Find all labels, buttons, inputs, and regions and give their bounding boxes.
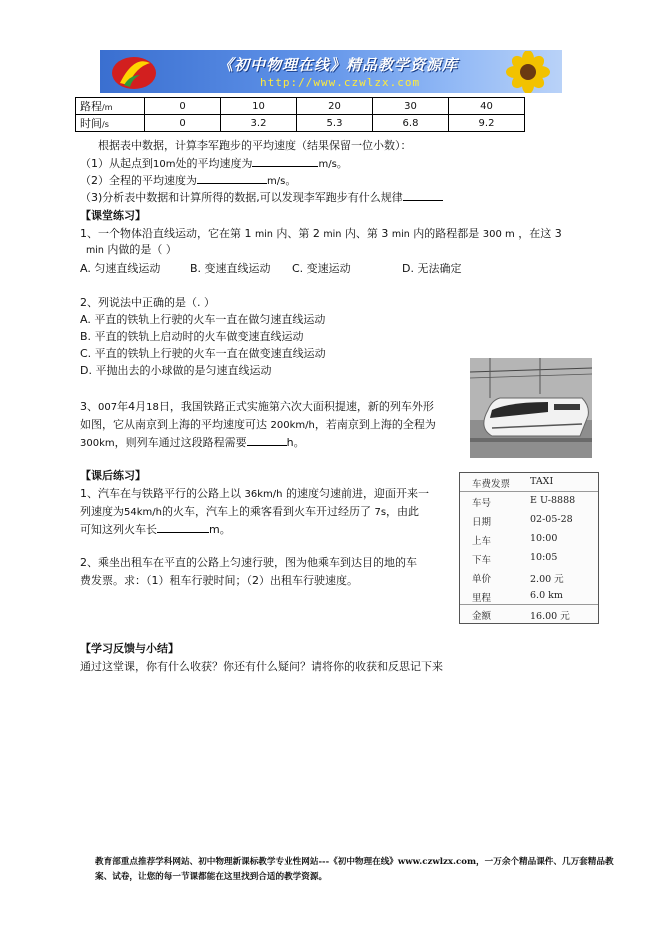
instruction-text: 根据表中数据，计算李军跑步的平均速度（结果保留一位小数）： [98, 139, 412, 152]
after-practice-1-line-2: 列速度为54km/h的火车，汽车上的乘客看到火车开过经历了 7s，由此 [80, 505, 420, 518]
receipt-row: 里程 6.0 km [472, 590, 563, 604]
receipt-row: 单价 2.00 元 [472, 574, 564, 585]
practice-3-line-1: 3、007年4月18日，我国铁路正式实施第六次大面积提速，新的列车外形 [80, 400, 434, 413]
answer-blank[interactable] [197, 183, 267, 184]
feedback-text: 通过这堂课，你有什么收获？你还有什么疑问？请将你的收获和反思记下来 [80, 660, 443, 673]
site-logo-icon [110, 53, 158, 91]
practice-1-option-b[interactable]: B. 变速直线运动 [190, 262, 271, 275]
receipt-row: 上车 10:00 [472, 533, 558, 547]
answer-blank[interactable] [157, 532, 209, 533]
table-cell: 10 [221, 98, 297, 115]
receipt-row: 金额 16.00 元 [472, 611, 570, 622]
taxi-receipt [459, 472, 599, 624]
answer-blank[interactable] [403, 200, 443, 201]
banner-url[interactable]: http://www.czwlzx.com [260, 76, 421, 89]
question-1: （1）从起点到10m处的平均速度为 m/s。 [80, 157, 348, 170]
after-practice-2-line-2: 费发票。求：（1）租车行驶时间；（2）出租车行驶速度。 [80, 574, 358, 587]
question-2: （2）全程的平均速度为 m/s。 [80, 174, 297, 187]
practice-1-option-a[interactable]: A. 匀速直线运动 [80, 262, 161, 275]
practice-1-line-1: 1、一个物体沿直线运动，它在第 1 min 内、第 2 min 内、第 3 min 内的路程都是 300 m ，在这 3 [80, 227, 562, 240]
after-practice-1-line-3: 可知这列火车长 m。 [80, 523, 231, 536]
practice-2-option-a[interactable]: A. 平直的铁轨上行驶的火车一直在做匀速直线运动 [80, 313, 326, 326]
answer-blank[interactable] [247, 445, 287, 446]
sunflower-icon [498, 51, 558, 93]
receipt-row: 下车 10:05 [472, 552, 558, 566]
banner-title: 《初中物理在线》精品教学资源库 [218, 56, 459, 74]
table-cell: 0 [145, 98, 221, 115]
after-practice-1-line-1: 1、汽车在与铁路平行的公路上以 36km/h 的速度匀速前进，迎面开来一 [80, 487, 429, 500]
table-cell: 20 [297, 98, 373, 115]
row-header-distance: 路程/m [76, 98, 145, 115]
receipt-row: 车费发票 TAXI [472, 476, 554, 490]
table-row [76, 115, 525, 132]
table-row [76, 98, 525, 115]
high-speed-train-icon [470, 358, 592, 458]
page-footer: 教育部重点推荐学科网站、初中物理新课标教学专业性网站---《初中物理在线》www.czwlzx.com，一万余个精品课件、几万套精品教案、试卷，让您的每一节课都能在这里找到合适的教学资源。 [95, 857, 614, 882]
table-cell: 9.2 [449, 115, 525, 132]
practice-2-stem: 2、列说法中正确的是（. ） [80, 296, 215, 309]
feedback-heading: 【学习反馈与小结】 [80, 642, 179, 655]
table-cell: 6.8 [373, 115, 449, 132]
practice-1-option-c[interactable]: C. 变速运动 [292, 262, 351, 275]
practice-3-line-2: 如图，它从南京到上海的平均速度可达 200km/h，若南京到上海的全程为 [80, 418, 436, 431]
practice-1-option-d[interactable]: D. 无法确定 [402, 262, 462, 275]
train-photo [470, 358, 592, 458]
class-practice-heading: 【课堂练习】 [80, 209, 146, 222]
table-cell: 30 [373, 98, 449, 115]
practice-1-line-2: min 内做的是（ ） [86, 243, 177, 256]
after-practice-2-line-1: 2、乘坐出租车在平直的公路上匀速行驶，图为他乘车到达目的地的车 [80, 556, 417, 569]
data-table [75, 97, 525, 132]
table-cell: 3.2 [221, 115, 297, 132]
row-header-time: 时间/s [76, 115, 145, 132]
table-cell: 40 [449, 98, 525, 115]
practice-2-option-b[interactable]: B. 平直的铁轨上启动时的火车做变速直线运动 [80, 330, 304, 343]
practice-3-line-3: 300km，则列车通过这段路程需要 h。 [80, 436, 305, 449]
site-banner [100, 50, 562, 93]
practice-2-option-d[interactable]: D. 平抛出去的小球做的是匀速直线运动 [80, 364, 272, 377]
after-practice-heading: 【课后练习】 [80, 469, 146, 482]
question-3: （3)分析表中数据和计算所得的数据,可以发现李军跑步有什么规律 [80, 189, 443, 205]
table-cell: 5.3 [297, 115, 373, 132]
receipt-row: 日期 02-05-28 [472, 514, 573, 528]
receipt-row: 车号 E U-8888 [472, 495, 576, 509]
table-cell: 0 [145, 115, 221, 132]
answer-blank[interactable] [252, 166, 318, 167]
practice-2-option-c[interactable]: C. 平直的铁轨上行驶的火车一直在做变速直线运动 [80, 347, 326, 360]
